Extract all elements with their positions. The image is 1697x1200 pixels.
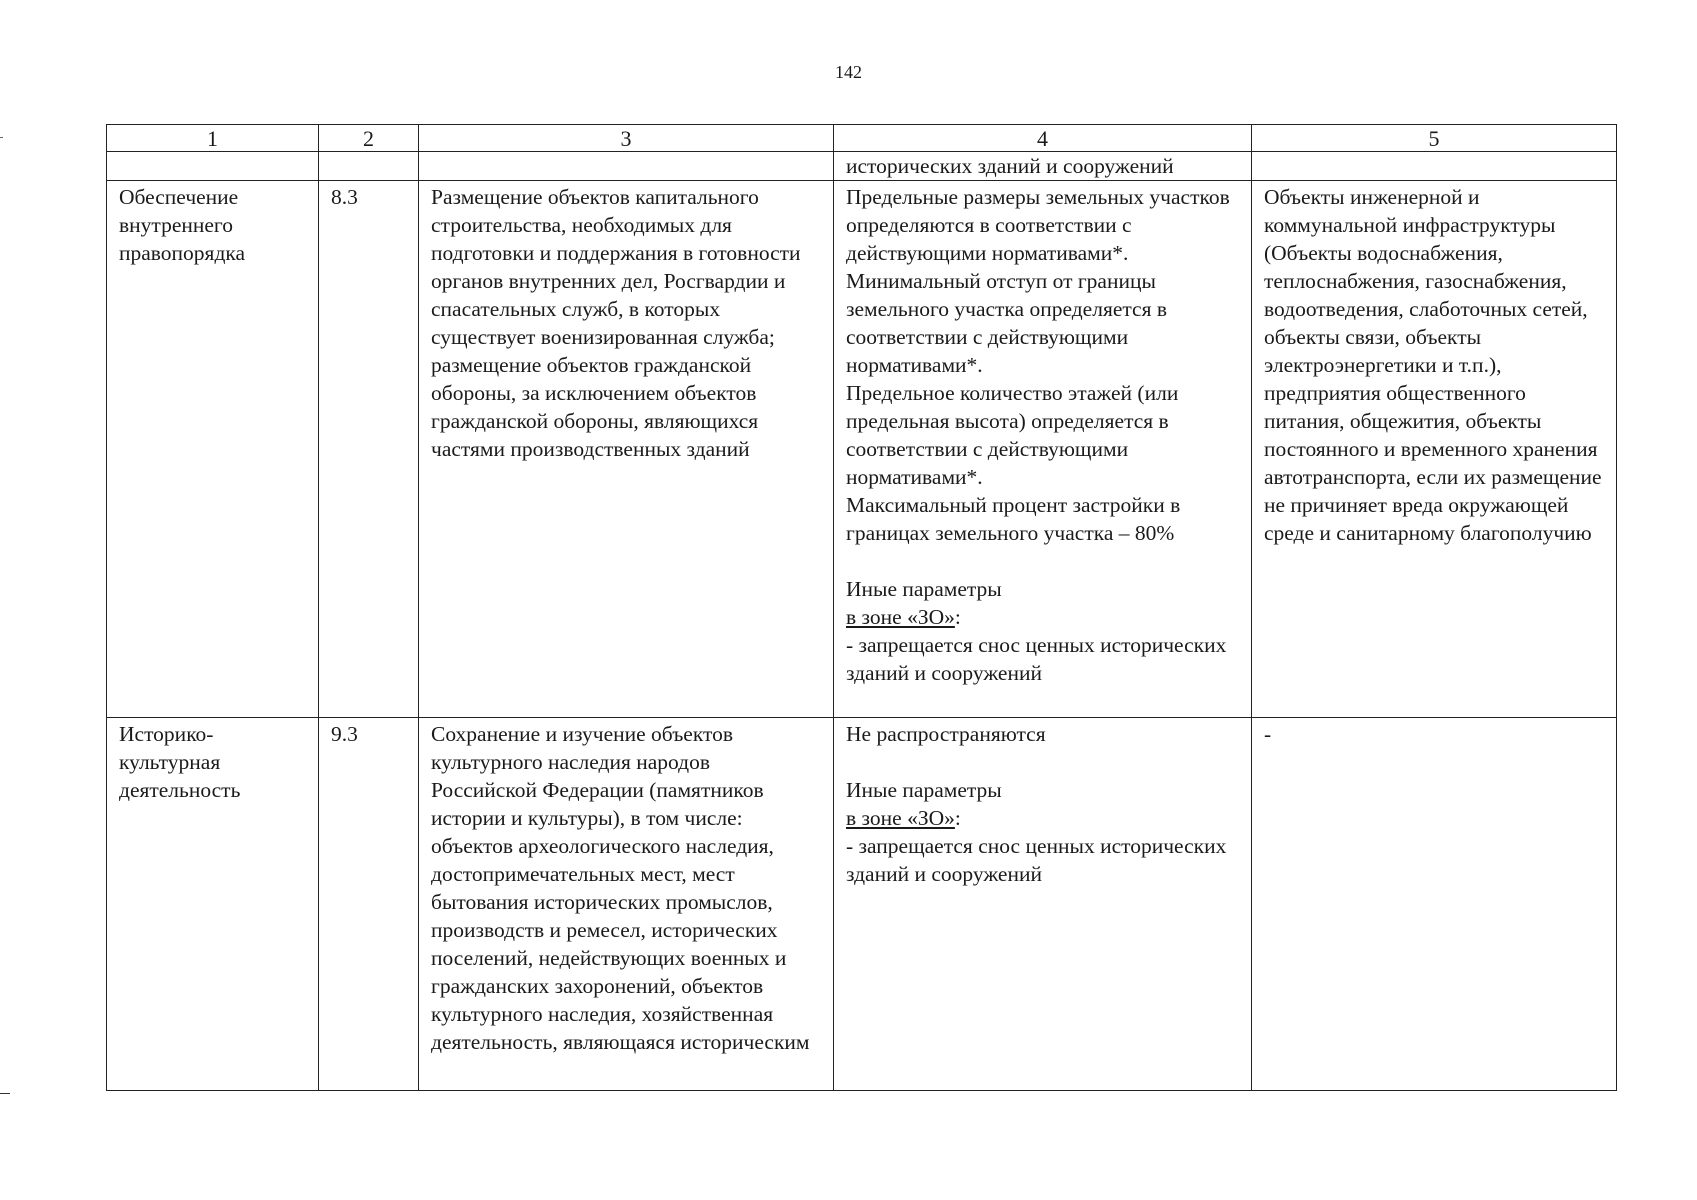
continuation-row (107, 152, 1617, 181)
column-header-3: 3 (419, 125, 834, 152)
land-use-table (106, 124, 1617, 1091)
column-header-1: 1 (107, 125, 319, 152)
continuation-cell-5 (1252, 152, 1617, 181)
zone-line (846, 603, 1239, 631)
zone-label: в зоне «ЗО» (846, 605, 955, 629)
page-number: 142 (835, 62, 862, 82)
parameter-coverage: Максимальный процент застройки в границах земельного участка – 80% (846, 493, 1181, 545)
column-header-5: 5 (1252, 125, 1617, 152)
parameter-plot-size: Предельные размеры земельных участков определяются в соответствии с действующими нормативами*. (846, 185, 1230, 265)
auxiliary-uses-cell: - (1252, 718, 1617, 1091)
parameter-not-applicable: Не распространяются (846, 722, 1046, 746)
auxiliary-uses-cell: Объекты инженерной и коммунальной инфраструктуры (Объекты водоснабжения, теплоснабжения, газоснабжения, водоотведения, слаботочных сетей, объекты связи, объекты электроэнергетики и т.п.), предприятия общественного питания, общежития, объекты постоянного и временного хранения автотранспорта, если их размещение не причиняет вреда окружающей среде и санитарному благополучию (1252, 181, 1617, 718)
parameter-setback: Минимальный отступ от границы земельного участка определяется в соответствии с действующими нормативами*. (846, 269, 1167, 377)
continuation-cell-4: исторических зданий и сооружений (834, 152, 1252, 181)
use-name-cell: Обеспечение внутреннего правопорядка (107, 181, 319, 718)
parameters-cell (834, 181, 1252, 718)
scan-margin-tick (0, 137, 3, 138)
zone-line (846, 804, 1239, 832)
zone-colon: : (954, 605, 961, 629)
parameters-cell (834, 718, 1252, 1091)
zone-colon: : (954, 806, 961, 830)
use-description-cell: Сохранение и изучение объектов культурного наследия народов Российской Федерации (памятников истории и культуры), в том числе: объектов археологического наследия, достопримечательных мест, мест бытования исторических промыслов, производств и ремесел, исторических поселений, недействующих военных и гражданских захоронений, объектов культурного наследия, хозяйственная деятельность, являющаяся историческим (419, 718, 834, 1091)
other-parameters-label: Иные параметры (846, 577, 1002, 601)
zone-restriction: - запрещается снос ценных исторических зданий и сооружений (846, 633, 1227, 685)
scan-margin-mark (0, 1093, 10, 1094)
column-header-4: 4 (834, 125, 1252, 152)
use-description-cell: Размещение объектов капитального строительства, необходимых для подготовки и поддержания в готовности органов внутренних дел, Росгвардии и спасательных служб, в которых существует военизированная служба; размещение объектов гражданской обороны, за исключением объектов гражданской обороны, являющихся частями производственных зданий (419, 181, 834, 718)
use-code-cell: 8.3 (319, 181, 419, 718)
parameter-floors: Предельное количество этажей (или предельная высота) определяется в соответствии с действующими нормативами*. (846, 381, 1179, 489)
continuation-cell-3 (419, 152, 834, 181)
column-header-2: 2 (319, 125, 419, 152)
other-parameters-label: Иные параметры (846, 778, 1002, 802)
table-row (107, 718, 1617, 1091)
continuation-cell-2 (319, 152, 419, 181)
zone-label: в зоне «ЗО» (846, 806, 955, 830)
table-header-row (107, 125, 1617, 152)
table-row (107, 181, 1617, 718)
zone-restriction: - запрещается снос ценных исторических зданий и сооружений (846, 834, 1227, 886)
use-name-cell: Историко-культурная деятельность (107, 718, 319, 1091)
use-code-cell: 9.3 (319, 718, 419, 1091)
continuation-cell-1 (107, 152, 319, 181)
